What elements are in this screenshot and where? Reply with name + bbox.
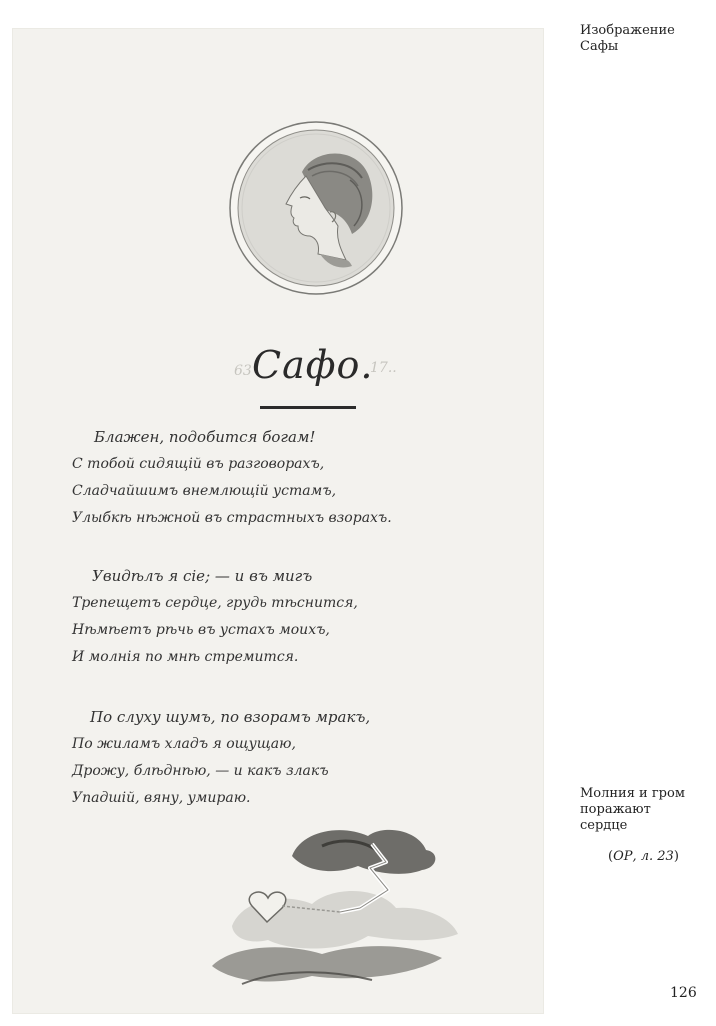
- pencil-note-right: 17..: [370, 360, 397, 376]
- caption-line: сердце: [580, 818, 628, 833]
- reference-close-paren: ): [673, 849, 679, 864]
- portrait-caption: [580, 23, 700, 55]
- reference-open-paren: (: [608, 849, 614, 864]
- stanza-1: [72, 424, 492, 532]
- title-underline: [260, 406, 356, 409]
- verse-line: С тобой сидящій въ разговорахъ,: [72, 456, 325, 472]
- stanza-3: [72, 704, 492, 812]
- verse-line: Улыбкѣ нѣжной въ страстныхъ взорахъ.: [72, 510, 392, 526]
- verse-line: Сладчайшимъ внемлющій устамъ,: [72, 483, 337, 499]
- caption-line: Изображение: [580, 23, 675, 38]
- verse-line: Блажен, подобится богам!: [94, 428, 316, 446]
- caption-line: Сафы: [580, 39, 619, 54]
- lightning-caption: [580, 786, 702, 834]
- verse-line: Трепещетъ сердце, грудь тѣснится,: [72, 595, 358, 611]
- verse-line: И молнія по мнѣ стремится.: [72, 649, 299, 665]
- verse-line: По жиламъ хладъ я ощущаю,: [72, 736, 296, 752]
- poem-title: Сафо.: [252, 343, 374, 387]
- verse-line: По слуху шумъ, по взорамъ мракъ,: [90, 708, 371, 726]
- verse-line: Увидѣлъ я сіе; — и въ мигъ: [92, 567, 313, 585]
- page-number: 126: [670, 985, 697, 1001]
- caption-line: поражают: [580, 802, 651, 817]
- storm-cloud-illustration: [172, 816, 492, 996]
- sappho-medallion: [228, 120, 404, 296]
- caption-line: Молния и гром: [580, 786, 685, 801]
- manuscript-page: [12, 28, 544, 1014]
- verse-line: Нѣмѣетъ рѣчь въ устахъ моихъ,: [72, 622, 330, 638]
- verse-line: Упадшій, вяну, умираю.: [72, 790, 251, 806]
- reference-source: ОР, л. 23: [613, 849, 674, 864]
- verse-line: Дрожу, блѣднѣю, — и какъ злакъ: [72, 763, 329, 779]
- pencil-note-left: 63: [234, 363, 252, 379]
- source-reference: [608, 849, 679, 864]
- stanza-2: [72, 563, 492, 671]
